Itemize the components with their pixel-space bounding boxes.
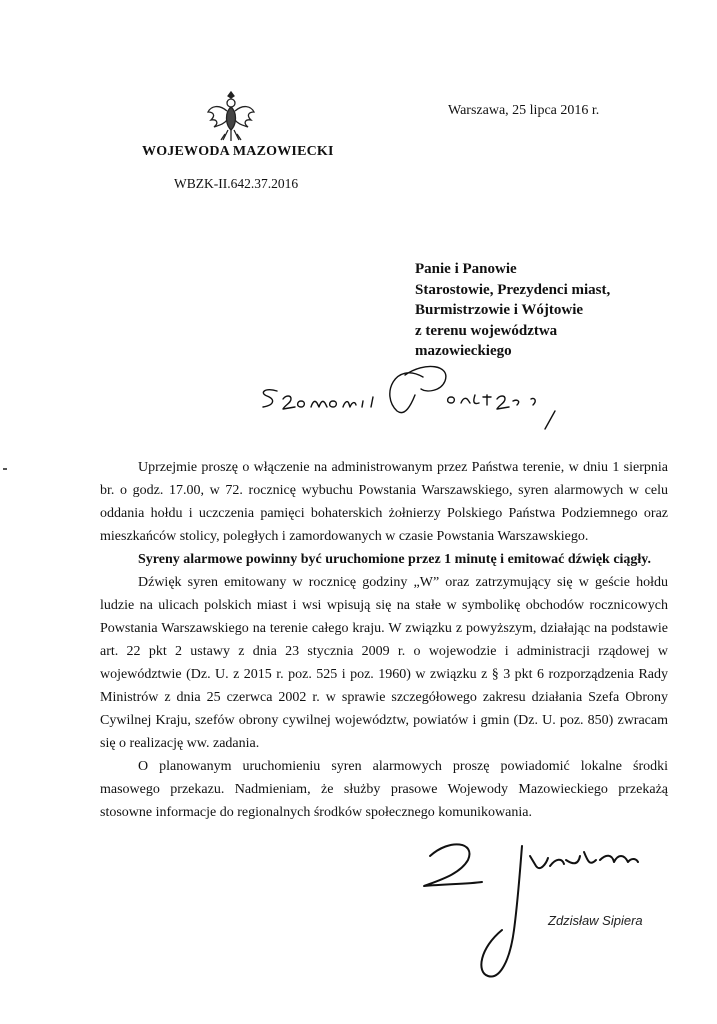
authority-name: WOJEWODA MAZOWIECKI — [142, 144, 334, 159]
addressee-line: Panie i Panowie — [415, 261, 517, 277]
addressee-line: z terenu województwa — [415, 322, 558, 339]
polish-eagle-emblem-icon — [205, 90, 257, 146]
body-paragraph: Uprzejmie proszę o włączenie na administrowanym przez Państwa terenie, w dniu 1 sierpnia br. o godz. 17.00, w 72. rocznicę wybuchu Powstania Warszawskiego, syren alarmowych w celu oddania hołdu i uczczenia pamięci bohaterskich żołnierzy Polskiego Państwa Podziemnego oraz mieszkańców stolicy, poległych i zamordowanych w czasie Powstania Warszawskiego. — [100, 460, 668, 544]
body-paragraph: Dźwięk syren emitowany w rocznicę godziny „W” oraz zatrzymujący się w geście hołdu ludzie na ulicach polskich miast i wsi wpisują się na stałe w symbolikę obchodów rocznicowych Powstania Warszawskiego na terenie całego kraju. W związku z powyższym, działając na podstawie art. 22 pkt 2 ustawy z dnia 23 stycznia 2009 r. o wojewodzie i administracji rządowej w województwie (Dz. U. z 2015 r. poz. 525 i poz. 1960) w związku z § 3 pkt 6 rozporządzenia Rady Ministrów z dnia 25 czerwca 2002 r. w sprawie szczegółowego zakresu działania Szefa Obrony Cywilnej Kraju, szefów obrony cywilnej województw, powiatów i gmin (Dz. U. poz. 850) zwracam się o realizację ww. zadania. — [100, 575, 668, 751]
letter-body — [100, 456, 668, 824]
addressee-line: Burmistrzowie i Wójtowie — [415, 302, 584, 318]
addressee-line: mazowieckiego — [415, 343, 512, 359]
place-date: Warszawa, 25 lipca 2016 r. — [448, 103, 600, 118]
body-paragraph-emphasis: Syreny alarmowe powinny być uruchomione przez 1 minutę i emitować dźwięk ciągły. — [138, 552, 652, 567]
signer-name-stamp: Zdzisław Sipiera — [548, 913, 643, 928]
body-paragraph: O planowanym uruchomieniu syren alarmowych proszę powiadomić lokalne środki masowego przekazu. Nadmieniam, że służby prasowe Wojewody Mazowieckiego przekażą stosowne informacje do regionalnych środków społecznego komunikowania. — [100, 759, 668, 820]
addressee-block — [415, 259, 610, 362]
addressee-line: Starostowie, Prezydenci miast, — [415, 281, 611, 298]
scan-margin-mark — [3, 468, 7, 470]
handwritten-salutation — [255, 355, 575, 435]
reference-number: WBZK-II.642.37.2016 — [174, 176, 299, 191]
